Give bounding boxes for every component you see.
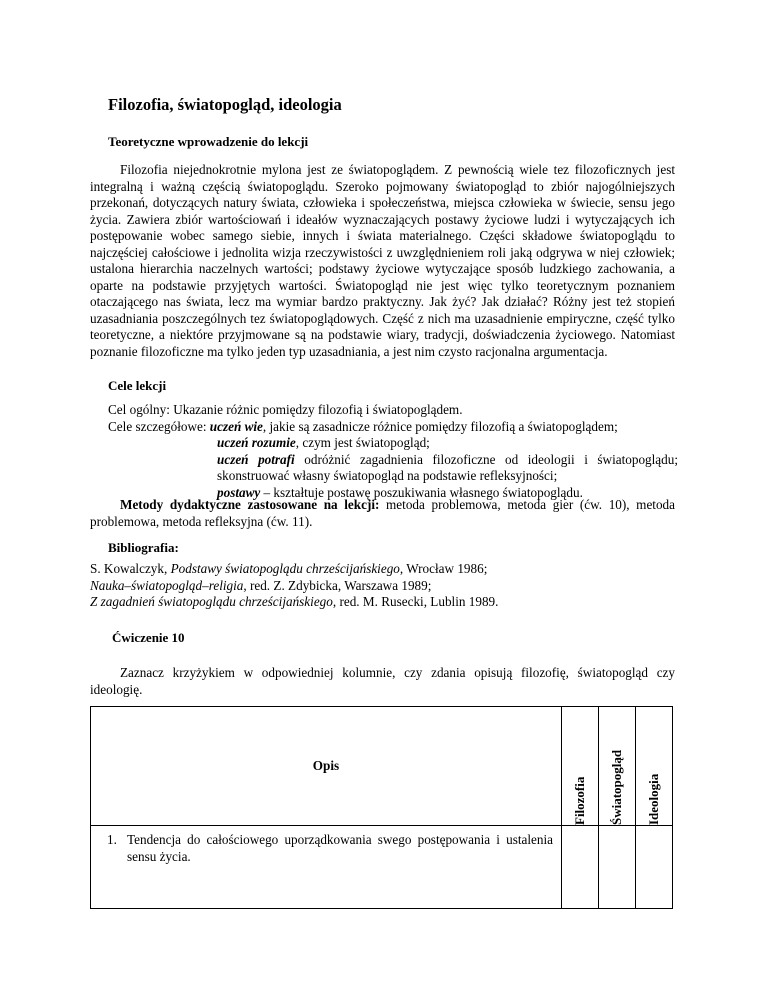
intro-heading: Teoretyczne wprowadzenie do lekcji [108, 134, 309, 149]
goal-item: skonstruować własny światopogląd na podstawie refleksyjności; [217, 468, 558, 483]
col-filozofia-header: Filozofia [562, 707, 599, 826]
goals-heading: Cele lekcji [108, 378, 167, 393]
bibliography-entry: Z zagadnień światopoglądu chrześcijańskiego, red. M. Rusecki, Lublin 1989. [90, 594, 499, 609]
methods-paragraph [90, 497, 675, 530]
table-header-row [91, 707, 673, 826]
exercise-instruction: Zaznacz krzyżykiem w odpowiedniej kolumnie, czy zdania opisują filozofię, światopogląd czy ideologię. [90, 665, 675, 697]
col-ideologia-header: Ideologia [636, 707, 673, 826]
methods-text: metoda problemowa, metoda gier (ćw. 10), metoda problemowa, metoda refleksyjna (ćw. 11). [90, 497, 676, 529]
bibliography-entry: Nauka–światopogląd–religia, red. Z. Zdybicka, Warszawa 1989; [90, 577, 432, 593]
bibliography-heading: Bibliografia: [108, 540, 179, 555]
goal-item: uczeń potrafi odróżnić zagadnienia filozoficzne od ideologii i światopoglądu; [217, 451, 679, 467]
goal-specific-row [108, 419, 678, 436]
row-description [91, 826, 562, 909]
cell-filozofia[interactable] [562, 826, 599, 909]
bibliography-entry: S. Kowalczyk, Podstawy światopoglądu chrześcijańskiego, Wrocław 1986; [90, 561, 488, 576]
row-text: Tendencja do całościowego uporządkowania swego postępowania i ustalenia sensu życia. [127, 832, 553, 864]
row-number: 1. [107, 832, 117, 847]
exercise-heading: Ćwiczenie 10 [112, 630, 185, 645]
methods-label: Metody dydaktyczne zastosowane na lekcji: [120, 497, 380, 512]
cell-ideologia[interactable] [636, 826, 673, 909]
goal-item: postawy – kształtuje postawę poszukiwania własnego światopoglądu. [217, 484, 583, 500]
table-row [91, 826, 673, 909]
col-opis-header: Opis [91, 707, 562, 826]
bibliography-list [90, 561, 675, 611]
cell-swiatopoglad[interactable] [599, 826, 636, 909]
intro-paragraph: Filozofia niejednokrotnie mylona jest ze światopoglądem. Z pewnością wiele tez filozoficznych jest integralną i ważną częścią światopoglądu. Szeroko pojmowany światopogląd to zbiór najogólniejszych przekonań, dotyczących natury świata, człowieka i społeczeństwa, miejsca człowieka w świecie, sensu jego życia. Zawiera zbiór wartościowań i ideałów wyznaczających postawy życiowe ludzi i wytyczających ich postępowanie wobec samego siebie, innych i świata materialnego. Części składowe światopoglądu to najczęściej całościowe i jednolita wizja rzeczywistości z uwzględnieniem roli jaką odgrywa w niej człowiek; ustalona hierarchia naczelnych wartości; podstawy życiowe wytyczające sposób ludzkiego zachowania, a oparte na podstawie przyjętych wartości. Światopogląd nie jest więc tylko teoretycznym poznaniem otaczającego nas świata, lecz ma wymiar bardzo praktyczny. Jak żyć? Jak działać? Różny jest też stopień uzasadniania poszczególnych tez światopoglądowych. Część z nich ma uzasadnienie empiryczne, część tylko teoretyczne, a niektóre przyjmowane są na podstawie wiary, tradycji, doświadczenia życiowego. Natomiast poznanie filozoficzne ma tylko jeden typ uzasadniania, a jest nim czysto racjonalna argumentacja. [90, 162, 675, 359]
goal-item: uczeń wie, jakie są zasadnicze różnice pomiędzy filozofią a światopoglądem; [209, 418, 618, 434]
goal-general: Cel ogólny: Ukazanie różnic pomiędzy filozofią i światopoglądem. [108, 402, 463, 417]
goal-item: uczeń rozumie, czym jest światopogląd; [217, 435, 430, 450]
page-title: Filozofia, światopogląd, ideologia [108, 95, 342, 114]
goals-block [108, 402, 678, 501]
col-swiatopoglad-header: Światopogląd [599, 707, 636, 826]
exercise-table [90, 706, 673, 909]
goal-specific-label: Cele szczegółowe: [108, 418, 210, 434]
